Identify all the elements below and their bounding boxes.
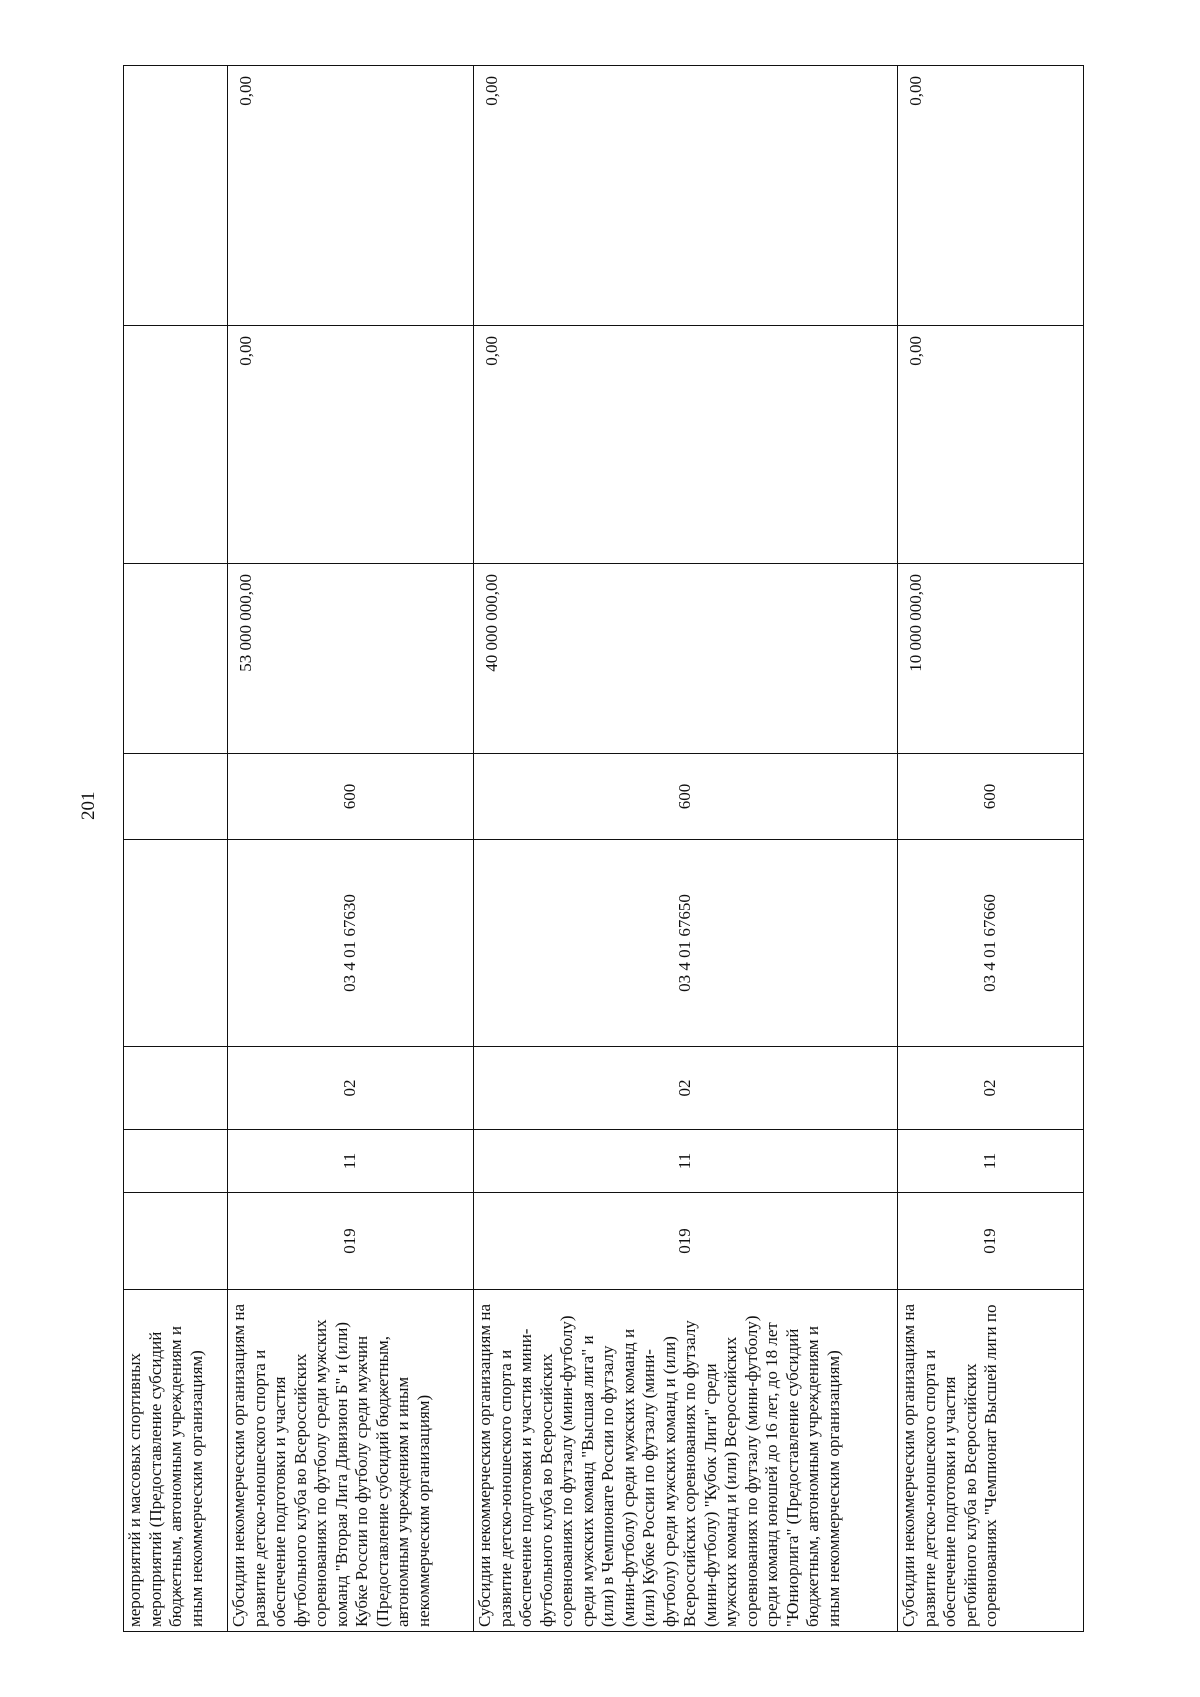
amount-2-cell: 0,00 — [898, 326, 1084, 564]
table-row — [124, 66, 228, 1632]
section-code-cell: 11 — [898, 1130, 1084, 1193]
budget-table-wrapper — [123, 66, 1083, 1632]
description-text: Субсидии некоммерческим организациям на развитие детско-юношеского спорта и обеспечение подготовки и участия футбольного клуба во Всероссийских соревнованиях по футболу среди мужских команд "Вторая Лига Дивизион Б" и (или) Кубке России по футболу среди мужчин (Предоставление субсидий бюджетным, автономным учреждениям и иным некоммерческим организациям) — [229, 1304, 433, 1627]
ministry-code-cell — [124, 1193, 228, 1290]
description-text: Субсидии некоммерческим организациям на развитие детско-юношеского спорта и обеспечение подготовки и участия мини- футбольного клуба во Всероссийских соревнованиях по футзалу (мини-футболу) среди мужских команд "Высшая лига" и (или) в Чемпионате России по футзалу (мини-футболу) среди мужских команд и (или) Кубке России по футзалу (мини- футболу) среди мужских команд и (или) Всероссийских соревнованиях по футзалу (мини-футболу) "Кубок Лиги" среди мужских команд и (или) Всероссийских соревнованиях по футзалу (мини-футболу) среди команд юношей до 16 лет, до 18 лет "Юниорлига" (Предоставление субсидий бюджетным, автономным учреждениям и иным некоммерческим организациям) — [475, 1304, 843, 1627]
amount-2-cell: 0,00 — [228, 326, 474, 564]
description-cell — [474, 1290, 898, 1632]
amount-3-cell: 0,00 — [898, 66, 1084, 326]
subsection-code-cell — [124, 1047, 228, 1130]
target-article-cell: 03 4 01 67650 — [474, 840, 898, 1047]
expense-type-cell: 600 — [228, 754, 474, 840]
section-code-cell: 11 — [474, 1130, 898, 1193]
amount-3-cell — [124, 66, 228, 326]
description-cell — [124, 1290, 228, 1632]
amount-1-cell — [124, 564, 228, 754]
page-number: 201 — [78, 791, 99, 820]
amount-1-cell: 53 000 000,00 — [228, 564, 474, 754]
section-code-cell: 11 — [228, 1130, 474, 1193]
description-cell — [898, 1290, 1084, 1632]
amount-3-cell: 0,00 — [228, 66, 474, 326]
subsection-code-cell: 02 — [228, 1047, 474, 1130]
budget-table — [123, 65, 1084, 1632]
expense-type-cell: 600 — [898, 754, 1084, 840]
expense-type-cell — [124, 754, 228, 840]
expense-type-cell: 600 — [474, 754, 898, 840]
table-row — [898, 66, 1084, 1632]
subsection-code-cell: 02 — [898, 1047, 1084, 1130]
amount-1-cell: 10 000 000,00 — [898, 564, 1084, 754]
description-cell — [228, 1290, 474, 1632]
table-row — [474, 66, 898, 1632]
ministry-code-cell: 019 — [474, 1193, 898, 1290]
ministry-code-cell: 019 — [228, 1193, 474, 1290]
subsection-code-cell: 02 — [474, 1047, 898, 1130]
description-text: Субсидии некоммерческим организациям на развитие детско-юношеского спорта и обеспечение подготовки и участия регбийного клуба во Всероссийских соревнованиях "Чемпионат Высшей лиги по — [899, 1304, 1000, 1627]
target-article-cell — [124, 840, 228, 1047]
table-row — [228, 66, 474, 1632]
amount-2-cell — [124, 326, 228, 564]
amount-3-cell: 0,00 — [474, 66, 898, 326]
section-code-cell — [124, 1130, 228, 1193]
amount-1-cell: 40 000 000,00 — [474, 564, 898, 754]
target-article-cell: 03 4 01 67630 — [228, 840, 474, 1047]
description-text: мероприятий и массовых спортивных мероприятий (Предоставление субсидий бюджетным, автономным учреждениям и иным некоммерческим организациям) — [125, 1326, 206, 1627]
target-article-cell: 03 4 01 67660 — [898, 840, 1084, 1047]
amount-2-cell: 0,00 — [474, 326, 898, 564]
ministry-code-cell: 019 — [898, 1193, 1084, 1290]
